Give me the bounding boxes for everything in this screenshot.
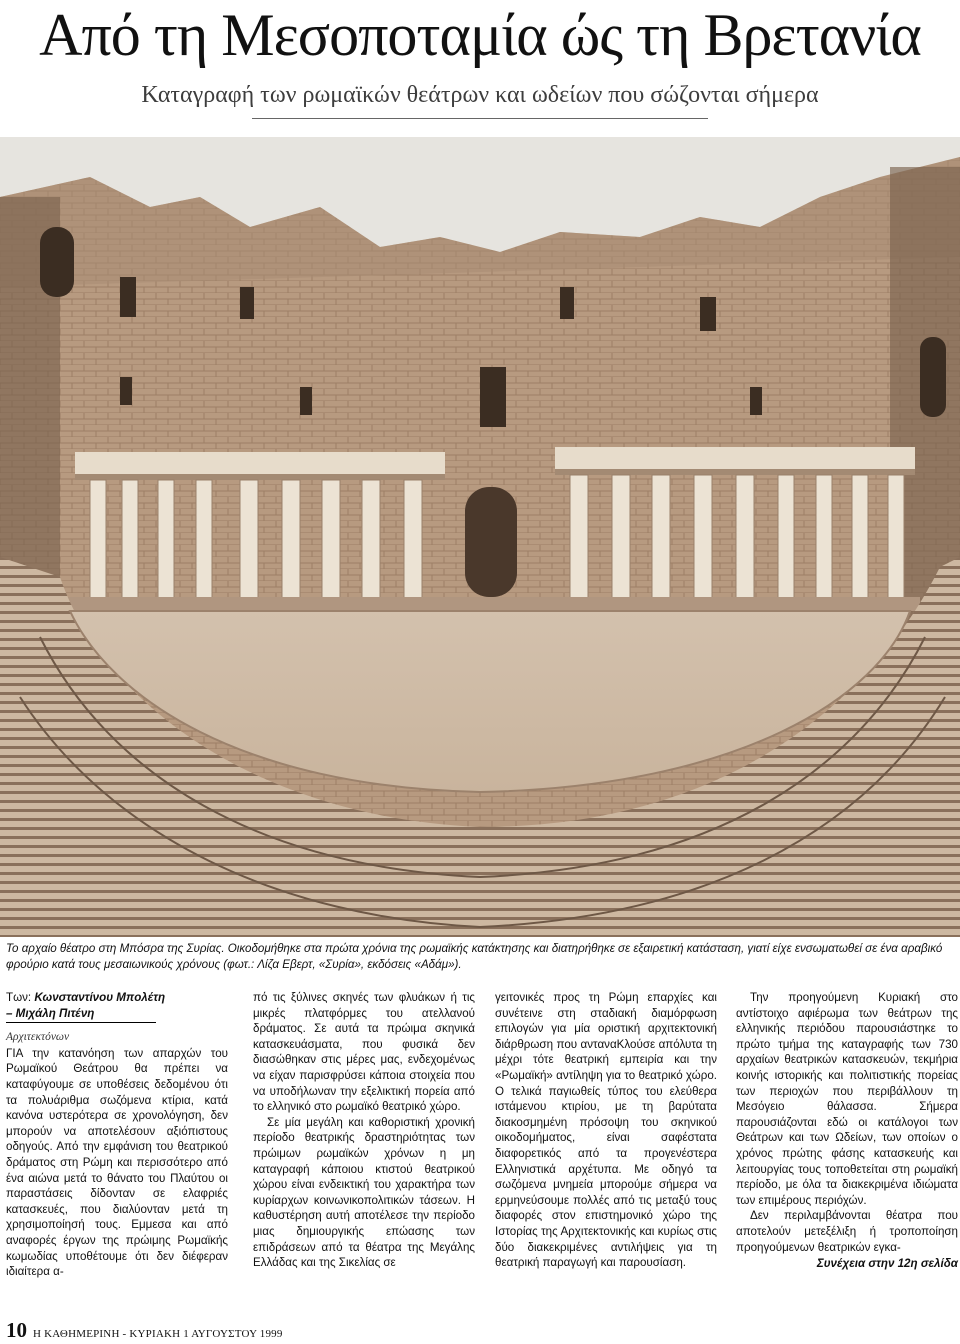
byline-prefix: Των: xyxy=(6,991,35,1004)
paragraph: πό τις ξύλινες σκηνές των φλυάκων ή τις μικρές πλατφόρμες του ατελλανού δράματος. Σε αυτά τα πρώιμα σκηνικά κατασκευάσματα, που φυσικά δεν διασώθηκαν στις μέρες μας, ενδεχομένως να είχαν παρισφρύσει κάποια στοιχεία που να υποδήλωναν την εξελικτική πορεία από το ελληνικό στο ρωμαϊκό θεατρικό χώρο. xyxy=(253,991,475,1114)
byline-rule xyxy=(6,1022,156,1023)
article-column-2 xyxy=(253,990,475,1271)
paragraph: γειτονικές προς τη Ρώμη επαρχίες και συνέτεινε στη σταδιακή διαμόρφωση επιλογών για μία οριστική αρχιτεκτονική διάρθρωση που ανταναKλούσε απόλυτα τη μέχρι τότε θεατρική εμπειρία και την «Ρωμαϊκή» αντίληψη για το θεατρικό χώρο. Ο τελικά παγιωθείς τύπος του ελεύθερα ιστάμενου κτιρίου, με τη βαρύτατα διακοσμημένη πρόσοψη του σκηνικού οικοδομήματος, είναι σαφέστατα διαφορετικός από τα προγενέστερα Ελληνιστικά αρχέτυπα. Με οδηγό τα σωζόμενα μνημεία μπορούμε σήμερα να ερμηνεύσουμε πολλές από τις μεταξύ τους διαφορές στον επιστημονικό χώρο της Ιστορίας της Αρχιτεκτονικής και κυρίως στις δύο διακεκριμένες αντιλήψεις για τη θεατρική παραγωγή και παρουσίαση. xyxy=(495,991,717,1270)
article-column-4 xyxy=(736,990,958,1272)
author-2: – Μιχάλη Πιτένη xyxy=(6,1006,95,1020)
author-role: Αρχιτεκτόνων xyxy=(6,1031,70,1044)
byline xyxy=(6,990,228,1006)
photo-caption: Το αρχαίο θέατρο στη Μπόσρα της Συρίας. Οικοδομήθηκε στα πρώτα χρόνια της ρωμαϊκής κατάκτησης και διατηρήθηκε σε εξαιρετική κατάσταση, γιατί είχε ενσωματωθεί σε ένα αραβικό φρούριο κατά τους μεσαιωνικούς χρόνους (φωτ.: Λίζα Εβερτ, «Συρία», εκδόσεις «Αδάμ»). xyxy=(6,942,943,971)
page-footer xyxy=(6,1318,283,1343)
paragraph: Την προηγούμενη Κυριακή στο αντίστοιχο αφιέρωμα των θεάτρων της ελληνικής περιόδου παρουσιάστηκε το πρώτο τμήμα της καταγραφής των 730 αρχαίων θεατρικών κατασκευών, τεκμήρια κοινής ιστορικής και πολιτιστικής πορείας των περιοχών που περιβάλλουν τη Μεσόγειο θάλασσα. Σήμερα παρουσιάζονται εδώ οι κατάλογοι των Θεάτρων και των Ωδείων, των οποίων ο χρόνος πρώτης φάσης κατασκευής και λειτουργίας τους τοποθετείται στη ρωμαϊκή περίοδο, με όλα τα διακεκριμένα ιδιώματα των επιμέρους περιόχών. xyxy=(736,991,958,1207)
author-1: Κωνσταντίνου Μπολέτη xyxy=(34,991,166,1004)
headline: Από τη Μεσοποταμία ώς τη Βρετανία xyxy=(39,2,921,68)
page-number: 10 xyxy=(6,1318,27,1342)
continued-link[interactable]: Συνέχεια στην 12η σελίδα xyxy=(816,1257,958,1271)
paragraph: Δεν περιλαμβάνονται θέατρα που αποτελούν μετεξέλιξη ή τροποποίηση προηγούμενων θεατρικών εγκα- xyxy=(736,1209,958,1254)
theatre-photo xyxy=(0,137,960,937)
paragraph: ΓΙΑ την κατανόηση των απαρχών του Ρωμαϊκού Θεάτρου θα πρέπει να καταφύγουμε σε υποθέσεις δεδομένου ότι τα πολυάριθμα σωζόμενα κτίρια, κατά κανόνα υστερότερα σε χρονολόγηση, δεν μπορούν να αποτελέσουν αξιόπιστους οδηγούς. Από την εμφάνιση του θεατρικού δράματος στη Ρώμη και περισσότερο από ένα αιώνα μετά το θάνατο του Πλαύτου οι παραστάσεις δίδονταν σε ελαφριές κατασκευές, που διαλύονταν μετά τη χρησιμοποίησή τους. Εμμεσα και από αναφορές έργων της πρώιμης Ρωμαϊκής κωμωδίας υποθέτουμε ότι δεν διέφεραν ιδιαίτερα α- xyxy=(6,1046,228,1279)
article-column-1 xyxy=(6,990,228,1280)
footer-text: Η ΚΑΘΗΜΕΡΙΝΗ - ΚΥΡΙΑΚΗ 1 ΑΥΓΟΥΣΤΟΥ 1999 xyxy=(33,1328,283,1340)
subheadline: Καταγραφή των ρωμαϊκών θεάτρων και ωδείων που σώζονται σήμερα xyxy=(141,82,819,108)
paragraph: Σε μία μεγάλη και καθοριστική χρονική περίοδο θεατρικής δραστηριότητας των πρώιμων ρωμαϊκών χρόνων η μη καταγραφή κάποιου κτιστού θεατρικού χώρου είναι ενδεικτική του χαρακτήρα των κυρίαρχων κοινωνικοπολιτικών τάσεων. Η καθυστέρηση αυτή αποτέλεσε την περίοδο μιας δημιουργικής επώασης των επιδράσεων από τα θέατρα της Μεγάλης Ελλάδας και της Σικελίας σε xyxy=(253,1115,475,1270)
subtitle-rule xyxy=(252,118,708,119)
article-column-3 xyxy=(495,990,717,1271)
